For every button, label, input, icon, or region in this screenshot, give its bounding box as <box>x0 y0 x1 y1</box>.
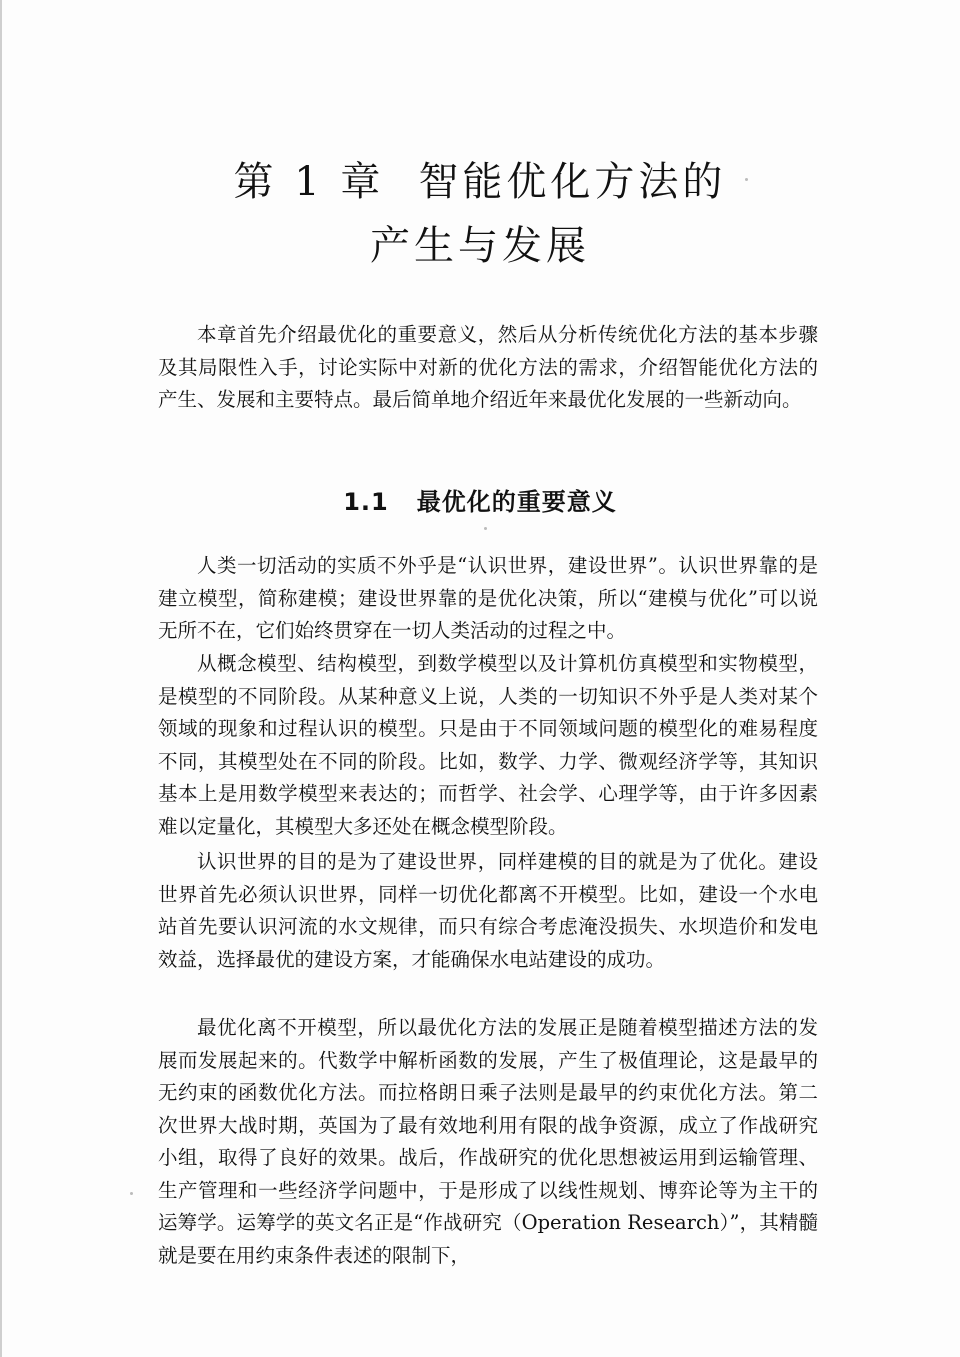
body-paragraph-4: 最优化离不开模型，所以最优化方法的发展正是随着模型描述方法的发展而发展起来的。代数学中解析函数的发展，产生了极值理论，这是最早的无约束的函数优化方法。而拉格朗日乘子法则是最早的约束优化方法。第二次世界大战时期，英国为了最有效地利用有限的战争资源，成立了作战研究小组，取得了良好的效果。战后，作战研究的优化思想被运用到运输管理、生产管理和一些经济学问题中，于是形成了以线性规划、博弈论等为主干的运筹学。运筹学的英文名正是“作战研究（Operation Research）”，其精髓就是要在用约束条件表述的限制下， <box>158 1016 818 1267</box>
section-heading <box>0 482 960 517</box>
chapter-title-line1 <box>0 150 960 214</box>
chapter-number: 第 1 章 <box>233 159 385 205</box>
chapter-title <box>0 150 960 278</box>
chapter-title-line2 <box>0 214 960 278</box>
section-number: 1.1 <box>343 488 389 516</box>
scan-speck <box>745 178 748 181</box>
body-paragraph-1: 人类一切活动的实质不外乎是“认识世界，建设世界”。认识世界靠的是建立模型，简称建模；建设世界靠的是优化决策，所以“建模与优化”可以说无所不在，它们始终贯穿在一切人类活动的过程之中。 <box>158 554 818 642</box>
scan-speck <box>484 527 487 530</box>
chapter-title-text-2: 产生与发展 <box>370 223 590 269</box>
scan-speck <box>130 1192 133 1195</box>
chapter-title-text-1: 智能优化方法的 <box>418 159 727 205</box>
body-paragraph-2: 从概念模型、结构模型，到数学模型以及计算机仿真模型和实物模型，是模型的不同阶段。从某种意义上说，人类的一切知识不外乎是人类对某个领域的现象和过程认识的模型。只是由于不同领域问题的模型化的难易程度不同，其模型处在不同的阶段。比如，数学、力学、微观经济学等，其知识基本上是用数学模型来表达的；而哲学、社会学、心理学等，由于许多因素难以定量化，其模型大多还处在概念模型阶段。 <box>158 652 818 838</box>
body-paragraph-3: 认识世界的目的是为了建设世界，同样建模的目的就是为了优化。建设世界首先必须认识世界，同样一切优化都离不开模型。比如，建设一个水电站首先要认识河流的水文规律，而只有综合考虑淹没损失、水坝造价和发电效益，选择最优的建设方案，才能确保水电站建设的成功。 <box>158 850 818 971</box>
chapter-intro-paragraph: 本章首先介绍最优化的重要意义，然后从分析传统优化方法的基本步骤及其局限性入手，讨论实际中对新的优化方法的需求，介绍智能优化方法的产生、发展和主要特点。最后简单地介绍近年来最优化发展的一些新动向。 <box>158 323 818 411</box>
section-title: 最优化的重要意义 <box>416 488 617 516</box>
